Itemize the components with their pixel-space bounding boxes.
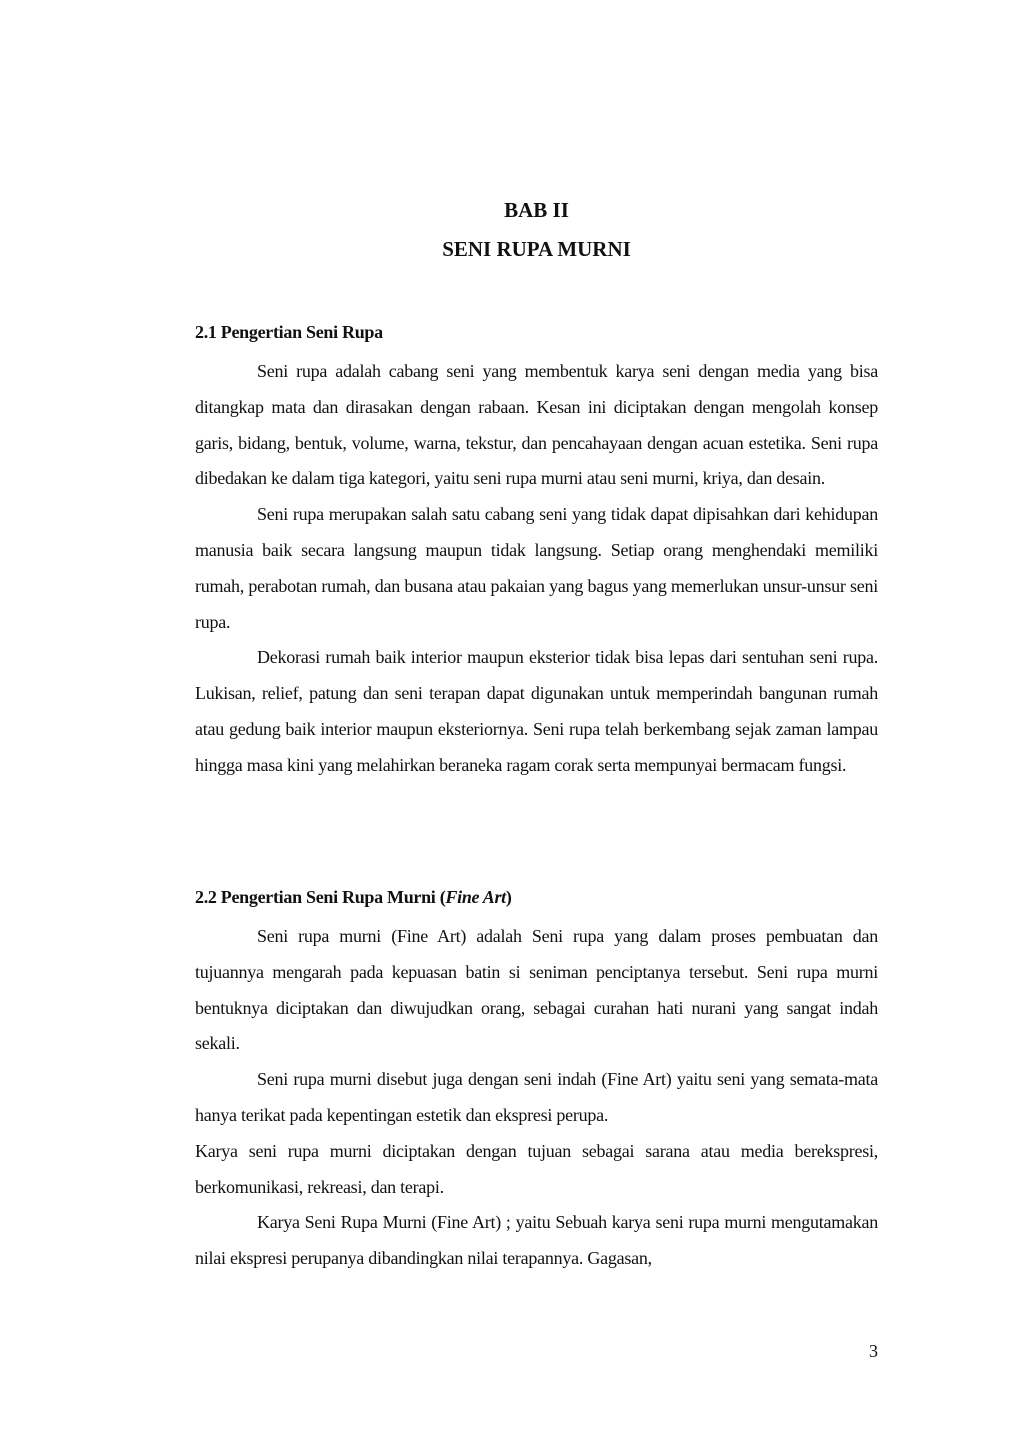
section-heading: 2.1 Pengertian Seni Rupa (195, 322, 383, 342)
section-heading-suffix: ) (505, 887, 512, 907)
chapter-title: SENI RUPA MURNI (442, 237, 631, 261)
paragraph: Seni rupa adalah cabang seni yang membentuk karya seni dengan media yang bisa ditangkap mata dan dirasakan dengan rabaan. Kesan ini diciptakan dengan mengolah konsep garis, bidang, bentuk, volume, warna, tekstur, dan pencahayaan dengan acuan estetika. Seni rupa dibedakan ke dalam tiga kategori, yaitu seni rupa murni atau seni murni, kriya, dan desain. (195, 361, 878, 489)
paragraph: Karya seni rupa murni diciptakan dengan tujuan sebagai sarana atau media berekspresi, berkomunikasi, rekreasi, dan terapi. (195, 1140, 878, 1197)
section-2-1 (195, 322, 878, 784)
paragraph: Karya Seni Rupa Murni (Fine Art) ; yaitu Sebuah karya seni rupa murni mengutamakan nilai ekspresi perupanya dibandingkan nilai terapannya. Gagasan, (195, 1212, 878, 1269)
page-number: 3 (869, 1341, 878, 1361)
paragraph: Seni rupa murni (Fine Art) adalah Seni rupa yang dalam proses pembuatan dan tujuannya mengarah pada kepuasan batin si seniman penciptanya tersebut. Seni rupa murni bentuknya diciptakan dan diwujudkan orang, sebagai curahan hati nurani yang sangat indah sekali. (195, 926, 878, 1054)
section-heading-prefix: 2.2 Pengertian Seni Rupa Murni ( (195, 887, 446, 907)
chapter-number: BAB II (504, 198, 569, 222)
paragraph: Dekorasi rumah baik interior maupun eksterior tidak bisa lepas dari sentuhan seni rupa. Lukisan, relief, patung dan seni terapan dapat digunakan untuk memperindah bangunan rumah atau gedung baik interior maupun eksteriornya. Seni rupa telah berkembang sejak zaman lampau hingga masa kini yang melahirkan beraneka ragam corak serta mempunyai bermacam fungsi. (195, 647, 878, 775)
paragraph: Seni rupa merupakan salah satu cabang seni yang tidak dapat dipisahkan dari kehidupan manusia baik secara langsung maupun tidak langsung. Setiap orang menghendaki memiliki rumah, perabotan rumah, dan busana atau pakaian yang bagus yang memerlukan unsur-unsur seni rupa. (195, 504, 878, 632)
paragraph: Seni rupa murni disebut juga dengan seni indah (Fine Art) yaitu seni yang semata-mata hanya terikat pada kepentingan estetik dan ekspresi perupa. (195, 1069, 878, 1125)
section-heading-italic: Fine Art (445, 887, 506, 907)
section-heading (195, 887, 878, 907)
section-2-2 (195, 887, 878, 1277)
